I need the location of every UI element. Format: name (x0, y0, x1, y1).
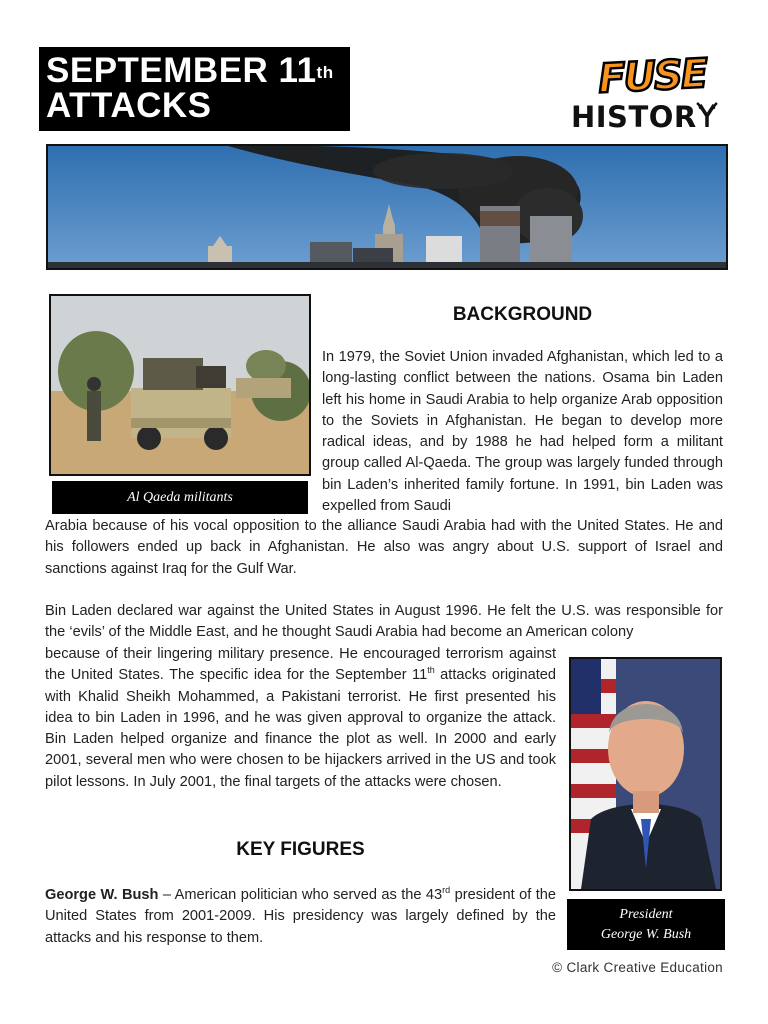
title-line-1: SEPTEMBER 11th (46, 51, 334, 90)
bush-caption (567, 899, 725, 950)
fuse-history-logo (566, 45, 726, 133)
svg-text:HISTOR: HISTOR (571, 100, 697, 133)
bush-name: George W. Bush (45, 887, 159, 903)
key-figure-bush-entry: George W. Bush – American politician who served as the 43rd president of the United States from 2001-2009. His presidency was largely defined by the attacks and his response to them. (45, 885, 556, 946)
background-heading: BACKGROUND (452, 304, 593, 325)
al-qaeda-militants-photo (49, 294, 311, 476)
background-paragraph-1-bottom: Arabia because of his vocal opposition to the alliance Saudi Arabia had with the United States. He and his followers ended up back in Afghanistan. He also was angry about U.S. support of Israel and sanctions against Iraq for the Gulf War. (45, 518, 723, 577)
copyright-notice: © Clark Creative Education (552, 960, 723, 975)
background-paragraph-2-top: Bin Laden declared war against the United States in August 1996. He felt the U.S. was responsible for the ‘evils’ of the Middle East, and he thought Saudi Arabia had become an American colony (45, 603, 723, 641)
banner-image (46, 144, 728, 270)
title-line-2: ATTACKS (46, 86, 212, 125)
bush-caption-line-2: George W. Bush (600, 926, 692, 942)
background-paragraph-1-top: In 1979, the Soviet Union invaded Afghanistan, which led to a long-lasting conflict between the nations. Osama bin Laden left his home in Saudi Arabia to help organize Arab opposition to the Soviets in Afghanistan. He began to develop more radical ideas, and by 1988 he had helped form a militant group called Al-Qaeda. The group was largely funded through bin Laden’s inherited family fortune. In 1991, bin Laden was expelled from Saudi (322, 349, 723, 515)
key-figures-heading: KEY FIGURES (236, 839, 365, 860)
george-w-bush-portrait (569, 657, 722, 891)
bush-caption-line-1: President (619, 906, 673, 922)
svg-text:FUSE: FUSE (597, 50, 708, 103)
militants-caption: Al Qaeda militants (52, 481, 308, 514)
background-paragraph-2-body: because of their lingering military presence. He encouraged terrorism against the United States. The specific idea for the September 11th attacks originated with Khalid Sheikh Mohammed, a Pakistani terrorist. He first presented his idea to bin Laden in 1996, and he was given approval to organize the attack. Bin Laden helped organize and finance the plot as well. In 2000 and early 2001, several men who were chosen to be hijackers arrived in the US and took pilot lessons. In July 2001, the final targets of the attacks were chosen. (45, 646, 556, 790)
page-title (39, 47, 350, 131)
